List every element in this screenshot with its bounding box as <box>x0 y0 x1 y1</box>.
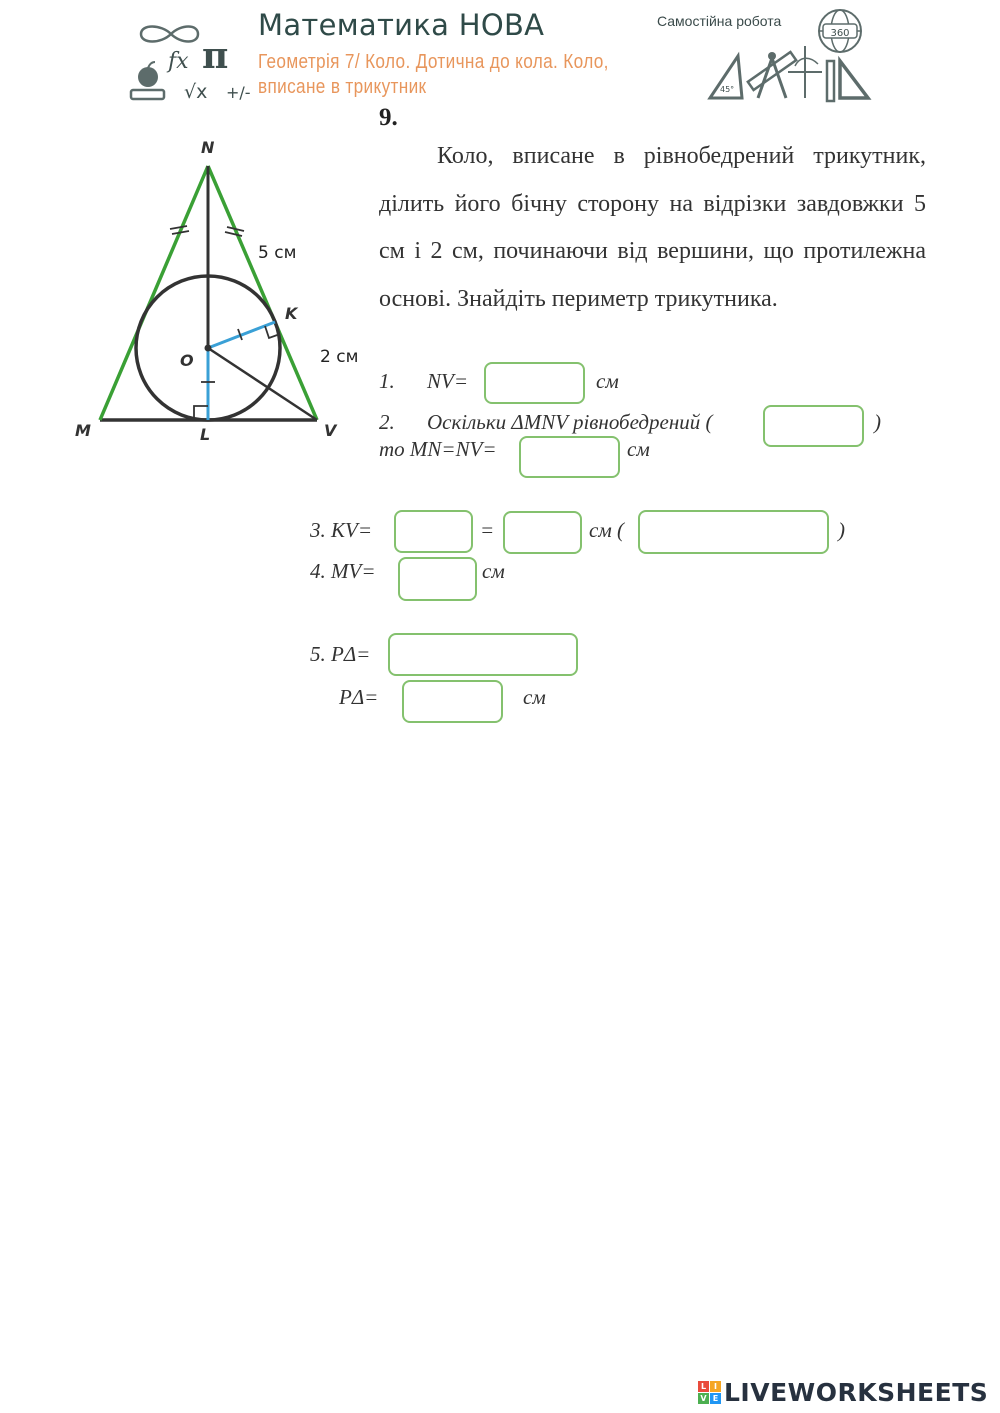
step2-line2: то MN=NV= <box>379 437 497 461</box>
step5b-label: PΔ= <box>339 685 379 709</box>
tick-nv-2 <box>225 232 242 236</box>
badge-letter-v: V <box>698 1393 709 1404</box>
problem-text-body: Коло, вписане в рівнобедрений трикутник, ділить його бічну сторону на відрізки завдовжки 5 см і 2 см, починаючи від вершини, що протилежна основі. Знайдіть периметр трикутника. <box>379 143 926 312</box>
answer-mn-input[interactable] <box>519 436 620 478</box>
step2-label: Оскільки ΔMNV рівнобедрений ( <box>427 410 713 434</box>
step3-equals: = <box>480 518 495 542</box>
step5-label: 5. PΔ= <box>310 642 371 666</box>
label-l: L <box>200 425 211 444</box>
step2-unit: см <box>627 437 650 461</box>
radius-ok <box>208 322 275 348</box>
label-k: K <box>285 304 298 323</box>
answer-perimeter-expression-input[interactable] <box>388 633 578 676</box>
fx-icon: fx <box>168 49 189 74</box>
answer-kv-reason-input[interactable] <box>638 510 829 554</box>
header-subtitle-line2: вписане в трикутник <box>258 76 427 98</box>
pi-icon: π <box>202 35 229 77</box>
label-n: N <box>201 138 215 157</box>
step1-number: 1. <box>379 369 395 393</box>
label-v: V <box>324 421 337 440</box>
liveworksheets-text: LIVEWORKSHEETS <box>724 1378 989 1407</box>
work-type-label: Самостійна робота <box>657 13 782 29</box>
badge-360: 360 <box>830 28 850 39</box>
degree-icon: 45° <box>720 85 735 94</box>
answer-kv-input[interactable] <box>394 510 473 553</box>
step2-number: 2. <box>379 410 395 434</box>
badge-letter-e: E <box>710 1393 721 1404</box>
answer-mv-input[interactable] <box>398 557 477 601</box>
step4-unit: см <box>482 559 505 583</box>
header-title: Математика НОВА <box>258 8 545 42</box>
step2-close-paren: ) <box>874 410 881 434</box>
header-subtitle-line1: Геометрія 7/ Коло. Дотична до кола. Коло, <box>258 51 609 73</box>
badge-letter-i: I <box>710 1381 721 1392</box>
badge-letter-l: L <box>698 1381 709 1392</box>
label-5cm: 5 см <box>258 243 297 263</box>
geometry-tools-icon <box>700 6 875 104</box>
point-o <box>205 345 212 352</box>
answer-kv-value-input[interactable] <box>503 511 582 554</box>
tick-mn-1 <box>170 226 187 229</box>
liveworksheets-logo[interactable] <box>698 1378 988 1407</box>
header-subtitle <box>258 50 619 100</box>
step5b-unit: см <box>523 685 546 709</box>
answer-reason-isosceles-input[interactable] <box>763 405 864 447</box>
side-nv <box>208 166 317 420</box>
step4-label: 4. MV= <box>310 559 376 583</box>
side-mn <box>100 166 208 420</box>
label-o: O <box>180 351 194 370</box>
answer-perimeter-input[interactable] <box>402 680 503 723</box>
step1-label: NV= <box>427 369 469 393</box>
step3-label: 3. KV= <box>310 518 373 542</box>
label-m: M <box>75 421 91 440</box>
step3-close-paren: ) <box>838 518 845 542</box>
problem-text <box>379 133 926 323</box>
step3-unit: см ( <box>589 518 624 542</box>
label-2cm: 2 см <box>320 347 359 367</box>
task-number: 9. <box>379 104 398 131</box>
step1-unit: см <box>596 369 619 393</box>
plus-minus-icon: +/- <box>226 83 251 102</box>
math-logo-icon <box>126 6 256 106</box>
answer-nv-input[interactable] <box>484 362 585 404</box>
sqrt-icon: √x <box>184 81 208 103</box>
liveworksheets-badge-icon <box>698 1381 721 1404</box>
triangle-diagram <box>70 130 370 450</box>
